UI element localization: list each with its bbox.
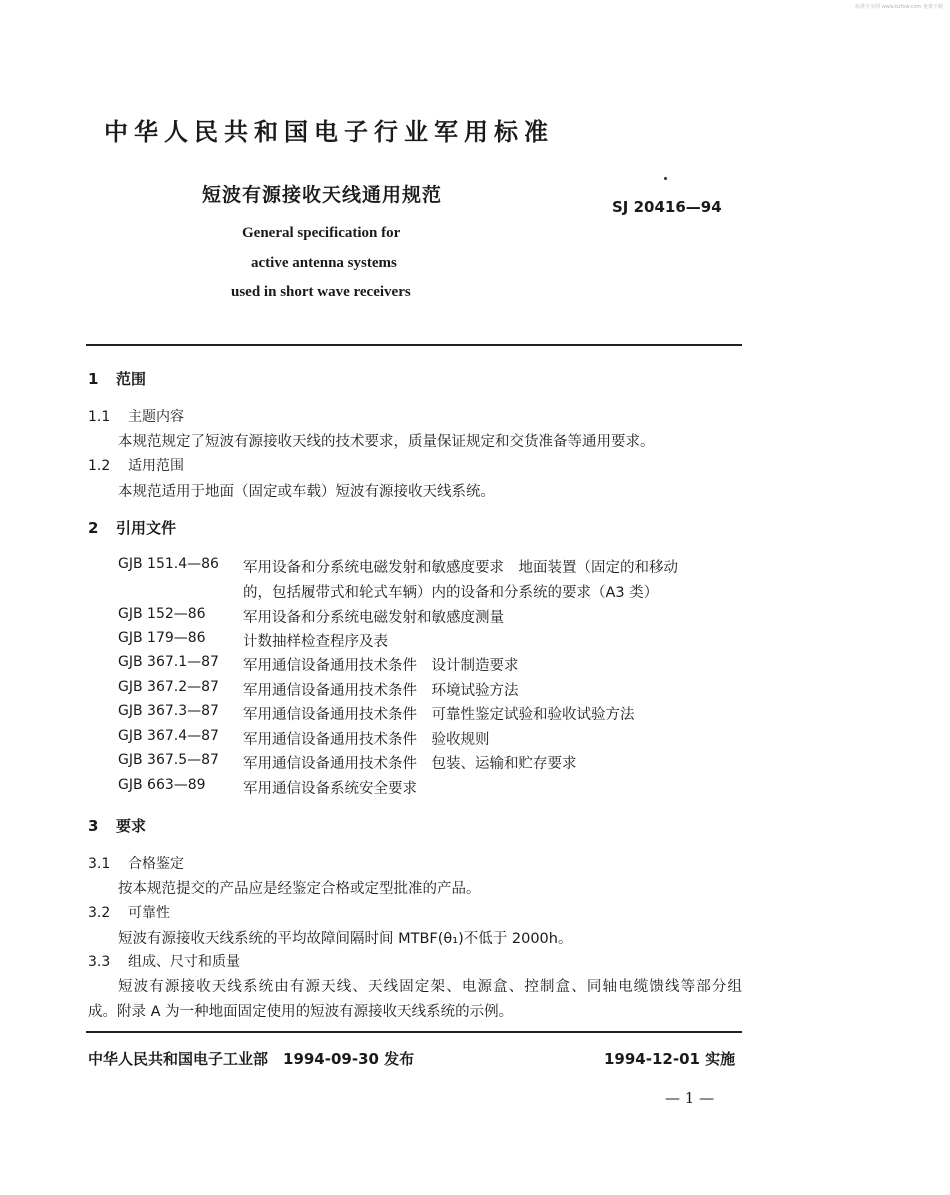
section-3-3-text-line: 短波有源接收天线系统由有源天线、天线固定架、电源盒、控制盒、同轴电缆馈线等部分组 [118, 979, 742, 995]
reference-title: 军用通信设备通用技术条件 可靠性鉴定试验和验收试验方法 [243, 707, 635, 723]
section-number: 3.3 [88, 954, 111, 970]
header-divider [86, 344, 742, 346]
section-title: 主题内容 [128, 409, 184, 425]
reference-title-continued: 的，包括履带式和轮式车辆）内的设备和分系统的要求（A3 类） [243, 585, 659, 601]
reference-title: 军用通信设备通用技术条件 包装、运输和贮存要求 [243, 756, 577, 772]
document-title-en-line: used in short wave receivers [231, 284, 411, 300]
section-heading-3-3 [88, 951, 240, 971]
section-title: 组成、尺寸和质量 [128, 954, 240, 970]
document-title-en-line: General specification for [242, 225, 401, 241]
section-heading-2 [88, 517, 176, 538]
section-1-2-text: 本规范适用于地面（固定或车载）短波有源接收天线系统。 [118, 484, 495, 500]
watermark-text: 标准分享网 www.bzfxw.com 免费下载 [855, 4, 943, 10]
section-number: 3.2 [88, 905, 111, 921]
section-number: 3.1 [88, 856, 111, 872]
section-number: 3 [88, 817, 99, 835]
footer-divider [86, 1031, 742, 1033]
section-heading-3 [88, 815, 146, 836]
section-title: 引用文件 [116, 519, 177, 537]
reference-code: GJB 367.2—87 [118, 679, 219, 695]
reference-title: 计数抽样检查程序及表 [243, 634, 388, 650]
section-1-1-text: 本规范规定了短波有源接收天线的技术要求，质量保证规定和交货准备等通用要求。 [118, 434, 655, 450]
section-title: 范围 [116, 370, 147, 388]
section-heading-3-2 [88, 902, 170, 922]
reference-code: GJB 367.5—87 [118, 752, 219, 768]
section-title: 合格鉴定 [128, 856, 184, 872]
reference-title: 军用通信设备系统安全要求 [243, 781, 417, 797]
standard-title: 中华人民共和国电子行业军用标准 [104, 118, 554, 146]
section-3-2-text: 短波有源接收天线系统的平均故障间隔时间 MTBF(θ₁)不低于 2000h。 [118, 931, 573, 947]
section-heading-3-1 [88, 853, 184, 873]
reference-code: GJB 663—89 [118, 777, 206, 793]
reference-code: GJB 151.4—86 [118, 556, 219, 572]
effective-date: 1994-12-01 实施 [604, 1050, 736, 1068]
reference-code: GJB 367.1—87 [118, 654, 219, 670]
section-heading-1 [88, 368, 146, 389]
reference-code: GJB 152—86 [118, 606, 206, 622]
section-title: 适用范围 [128, 458, 184, 474]
page-number: — 1 — [665, 1089, 715, 1107]
issuer-and-publish-date: 中华人民共和国电子工业部 1994-09-30 发布 [88, 1050, 415, 1068]
section-heading-1-1 [88, 406, 184, 426]
section-number: 1.1 [88, 409, 111, 425]
standard-number: SJ 20416—94 [612, 198, 722, 216]
section-number: 1.2 [88, 458, 111, 474]
reference-title: 军用设备和分系统电磁发射和敏感度测量 [243, 610, 504, 626]
reference-code: GJB 367.4—87 [118, 728, 219, 744]
document-title-cn: 短波有源接收天线通用规范 [202, 184, 443, 206]
reference-title: 军用设备和分系统电磁发射和敏感度要求 地面装置（固定的和移动 [243, 560, 678, 576]
section-title: 要求 [116, 817, 147, 835]
reference-title: 军用通信设备通用技术条件 环境试验方法 [243, 683, 519, 699]
section-title: 可靠性 [128, 905, 170, 921]
reference-code: GJB 367.3—87 [118, 703, 219, 719]
section-3-1-text: 按本规范提交的产品应是经鉴定合格或定型批准的产品。 [118, 881, 481, 897]
document-title-en-line: active antenna systems [251, 255, 397, 271]
reference-title: 军用通信设备通用技术条件 设计制造要求 [243, 658, 519, 674]
reference-title: 军用通信设备通用技术条件 验收规则 [243, 732, 490, 748]
section-number: 2 [88, 519, 99, 537]
section-heading-1-2 [88, 455, 184, 475]
section-number: 1 [88, 370, 99, 388]
decorative-dot [664, 177, 667, 180]
reference-code: GJB 179—86 [118, 630, 206, 646]
section-3-3-text-line: 成。附录 A 为一种地面固定使用的短波有源接收天线系统的示例。 [88, 1004, 514, 1020]
